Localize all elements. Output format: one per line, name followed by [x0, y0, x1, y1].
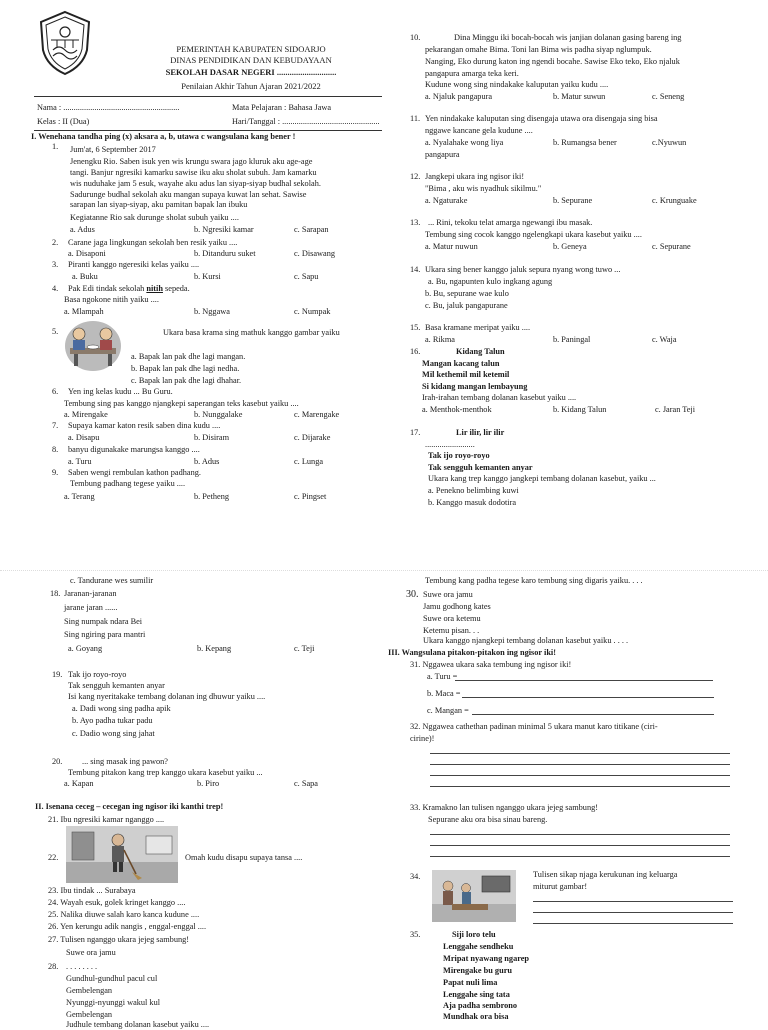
q19-option-c[interactable]: c. Dadio wong sing jahat: [72, 729, 155, 738]
q24: 24. Wayah esuk, golek kringet kanggo ....: [48, 898, 186, 907]
q16-option-b[interactable]: b. Kidang Talun: [553, 405, 607, 414]
q34-answer-line[interactable]: [533, 923, 733, 924]
q34-line: Tulisen sikap njaga kerukunan ing keluarga: [533, 870, 678, 879]
q35-poem-line: Lenggahe sendheku: [443, 942, 514, 951]
q10-passage-line: pangapura amarga teka keri.: [425, 69, 519, 78]
q30-number: 30.: [406, 589, 419, 600]
q35-poem-line: Mundhak ora bisa: [443, 1012, 509, 1021]
q19-number: 19.: [52, 670, 63, 679]
q19-option-b[interactable]: b. Ayo padha tukar padu: [72, 716, 153, 725]
q20-line: ... sing masak ing pawon?: [82, 757, 168, 766]
q12-option-b[interactable]: b. Sepurane: [553, 196, 593, 205]
q3-option-c[interactable]: c. Sapu: [294, 272, 319, 281]
q13-option-c[interactable]: c. Sepurane: [652, 242, 691, 251]
q1-passage-line: wis nuduhake jam 5 esuk, wayahe aku adus lan siyap-siyap budhal sekolah.: [70, 179, 321, 188]
q17-option-b[interactable]: b. Kanggo masuk dodotira: [428, 498, 517, 507]
q28-blank: . . . . . . . .: [66, 962, 98, 971]
family-harmony-illustration: [432, 870, 516, 922]
q18-number: 18.: [50, 589, 61, 598]
q4-option-a[interactable]: a. Mlampah: [64, 307, 104, 316]
q7-option-b[interactable]: b. Disiram: [194, 433, 230, 442]
q4-question: Pak Edi tindak sekolah nitih sepeda.: [68, 284, 190, 293]
q3-option-a[interactable]: a. Buku: [72, 272, 98, 281]
q13-number: 13.: [410, 218, 421, 227]
q16-option-a[interactable]: a. Menthok-menthok: [422, 405, 492, 414]
q10-number: 10.: [410, 33, 421, 42]
q32-answer-line[interactable]: [430, 786, 730, 787]
q10-option-b[interactable]: b. Matur suwun: [553, 92, 606, 101]
q31-a-label: a. Turu =: [427, 672, 458, 681]
q14-option-b[interactable]: b. Bu, sepurane wae kulo: [425, 289, 509, 298]
q17-blank: ........................: [425, 440, 475, 449]
regency-seal-logo: [37, 10, 93, 76]
q2-option-b[interactable]: b. Ditanduru suket: [194, 249, 256, 258]
q16-poem-line: Mangan kacang talun: [422, 359, 500, 368]
q1-passage-line: sarapan lan siyap-siyap, aku pamitan bapak lan ibuku: [70, 200, 248, 209]
q15-option-b[interactable]: b. Paningal: [553, 335, 591, 344]
q13-option-b[interactable]: b. Geneya: [553, 242, 587, 251]
q35-poem-line: Lenggahe sing tata: [443, 990, 510, 999]
q6-option-a[interactable]: a. Mirengake: [64, 410, 108, 419]
q20-option-c[interactable]: c. Sapa: [294, 779, 318, 788]
q18-line: Jaranan-jaranan: [64, 589, 117, 598]
q9-number: 9.: [52, 468, 59, 477]
q5-number: 5.: [52, 327, 59, 336]
q28-question: Judhule tembang dolanan kasebut yaiku ....: [66, 1020, 210, 1029]
header-school: SEKOLAH DASAR NEGERI ............................: [165, 67, 337, 77]
q13-line: Tembung sing cocok kanggo ngelengkapi ukara kasebut yaiku ....: [425, 230, 642, 239]
q8-option-b[interactable]: b. Adus: [194, 457, 220, 466]
q6-question: Yen ing kelas kudu ... Bu Guru.: [68, 387, 173, 396]
q1-option-c[interactable]: c. Sarapan: [294, 225, 329, 234]
q17-number: 17.: [410, 428, 421, 437]
q7-option-a[interactable]: a. Disapu: [68, 433, 100, 442]
q17-poem-line: Tak sengguh kemanten anyar: [428, 463, 533, 472]
q34-line: miturut gambar!: [533, 882, 588, 891]
q9-option-a[interactable]: a. Terang: [64, 492, 95, 501]
q12-option-a[interactable]: a. Ngaturake: [425, 196, 468, 205]
q32-answer-line[interactable]: [430, 753, 730, 754]
q32-line: cirine)!: [410, 734, 435, 743]
q33-sentence: Sepurane aku ora bisa sinau bareng.: [428, 815, 548, 824]
q20-number: 20.: [52, 757, 63, 766]
q5-option-a[interactable]: a. Bapak lan pak dhe lagi mangan.: [131, 352, 246, 361]
q16-question: Irah-irahan tembang dolanan kasebut yaiku ....: [422, 393, 577, 402]
q10-option-c[interactable]: c. Seneng: [652, 92, 685, 101]
q29-question: Tembung kang padha tegese karo tembung sing digaris yaiku. . . .: [425, 576, 643, 585]
class-field: Kelas : II (Dua): [37, 117, 90, 126]
q6-question-2: Tembung sing pas kanggo njangkepi saperangan teks kasebut yaiku ....: [64, 399, 299, 408]
q1-option-a[interactable]: a. Adus: [70, 225, 95, 234]
q8-number: 8.: [52, 445, 59, 454]
q11-option-a[interactable]: a. Nyalahake wong liya: [425, 138, 504, 147]
q10-passage-line: Dina Minggu iki bocah-bocah wis janjian dolanan gasing bareng ing: [454, 33, 682, 42]
q33-answer-line[interactable]: [430, 834, 730, 835]
q33-line: 33. Kramakno lan tulisen nganggo ukara jejeg sambung!: [410, 803, 599, 812]
q10-option-a[interactable]: a. Njaluk pangapura: [425, 92, 493, 101]
q23: 23. Ibu tindak ... Surabaya: [48, 886, 136, 895]
q1-number: 1.: [52, 142, 59, 151]
q16-poem-line: Si kidang mangan lembayung: [422, 382, 528, 391]
q32-line: 32. Nggawea cathethan padinan minimal 5 ukara manut karo titikane (ciri-: [410, 722, 658, 731]
q32-answer-line[interactable]: [430, 775, 730, 776]
q3-number: 3.: [52, 260, 59, 269]
section-1-heading: I. Wenehana tandha ping (x) aksara a, b, utawa c wangsulana kang bener !: [31, 132, 296, 141]
q20-option-a[interactable]: a. Kapan: [64, 779, 94, 788]
q18-option-b[interactable]: b. Kepang: [197, 644, 232, 653]
q19-line: Tak ijo royo-royo: [68, 670, 127, 679]
page-break: [0, 570, 768, 571]
q22-number: 22.: [48, 853, 59, 862]
q28-line: Nyunggi-nyunggi wakul kul: [66, 998, 161, 1007]
q31: 31. Nggawea ukara saka tembung ing ngisor iki!: [410, 660, 572, 669]
q1-passage-line: Sadurunge budhal sekolah aku mangan supaya kuwat lan sehat. Sawise: [70, 190, 307, 199]
q15-option-a[interactable]: a. Rikma: [425, 335, 455, 344]
q12-line: Jangkepi ukara ing ngisor iki!: [425, 172, 525, 181]
q31-c-answer-line[interactable]: [472, 714, 714, 715]
section-3-heading: III. Wangsulana pitakon-pitakon ing ngisor iki!: [388, 648, 557, 657]
q20-line: Tembung pitakon kang trep kanggo ukara kasebut yaiku ...: [68, 768, 263, 777]
q31-b-label: b. Maca =: [427, 689, 461, 698]
q16-number: 16.: [410, 347, 421, 356]
identity-rule: [34, 130, 382, 131]
q35-poem-line: Aja padha sembrono: [443, 1001, 518, 1010]
q9-question: Saben wengi rembulan kathon padhang.: [68, 468, 201, 477]
q31-a-answer-line[interactable]: [455, 680, 713, 681]
q1-passage-line: Jenengku Rio. Saben isuk yen wis krungu swara jago kluruk aku age-age: [70, 157, 313, 166]
q14-line: Ukara sing bener kanggo jaluk sepura nyang wong tuwo ...: [425, 265, 621, 274]
q5-question: Ukara basa krama sing mathuk kanggo gambar yaiku: [163, 328, 340, 337]
date-field: Hari/Tanggal : ...............................................: [232, 117, 380, 126]
q27: 27. Tulisen nganggo ukara jejeg sambung!: [48, 935, 190, 944]
q8-question: banyu digunakake marungsa kanggo ....: [68, 445, 200, 454]
header-government: PEMERINTAH KABUPATEN SIDOARJO: [176, 44, 326, 54]
q14-number: 14.: [410, 265, 421, 274]
q5-option-c[interactable]: c. Bapak lan pak dhe lagi dhahar.: [131, 376, 242, 385]
q18-line: jarane jaran ......: [64, 603, 118, 612]
family-eating-illustration: [64, 320, 122, 372]
q4-option-b[interactable]: b. Nggawa: [194, 307, 230, 316]
q12-number: 12.: [410, 172, 421, 181]
q17-question: Ukara kang trep kanggo jangkepi tembang dolanan kasebut, yaiku ...: [428, 474, 656, 483]
q15-line: Basa kramane meripat yaiku ....: [425, 323, 531, 332]
q1-question: Kegiatanne Rio sak durunge sholat subuh yaiku ....: [70, 213, 239, 222]
header-rule: [34, 96, 382, 97]
q6-option-c[interactable]: c. Marengake: [294, 410, 340, 419]
q17-song-title: Lir ilir, lir ilir: [456, 428, 505, 437]
q1-date: Jum'at, 6 September 2017: [70, 145, 156, 154]
q17-option-c-continued[interactable]: c. Tandurane wes sumilir: [70, 576, 154, 585]
q13-option-a[interactable]: a. Matur nuwun: [425, 242, 478, 251]
q17-option-a[interactable]: a. Penekno belimbing kuwi: [428, 486, 519, 495]
q2-number: 2.: [52, 238, 59, 247]
q33-answer-line[interactable]: [430, 856, 730, 857]
q32-answer-line[interactable]: [430, 764, 730, 765]
q7-question: Supaya kamar katon resik saben dina kudu ....: [68, 421, 221, 430]
q7-number: 7.: [52, 421, 59, 430]
q6-number: 6.: [52, 387, 59, 396]
q9-option-b[interactable]: b. Petheng: [194, 492, 230, 501]
q8-option-c[interactable]: c. Lunga: [294, 457, 324, 466]
q35-number: 35.: [410, 930, 421, 939]
q28-line: Gembelengan: [66, 1010, 113, 1019]
q26: 26. Yen kerungu adik nangis , enggal-enggal ....: [48, 922, 207, 931]
q25: 25. Nalika diuwe salah karo kanca kudune ....: [48, 910, 200, 919]
q31-c-label: c. Mangan =: [427, 706, 469, 715]
q19-line: Tak sengguh kemanten anyar: [68, 681, 165, 690]
q6-option-b[interactable]: b. Nunggalake: [194, 410, 243, 419]
q8-option-a[interactable]: a. Turu: [68, 457, 92, 466]
q16-poem-line: Mil kethemil mil ketemil: [422, 370, 510, 379]
q11-option-b[interactable]: b. Rumangsa bener: [553, 138, 617, 147]
q9-question-2: Tembung padhang tegese yaiku ....: [70, 479, 186, 488]
q2-question: Carane jaga lingkungan sekolah ben resik yaiku ....: [68, 238, 238, 247]
q18-line: Sing ngiring para mantri: [64, 630, 146, 639]
q14-option-a[interactable]: a. Bu, ngapunten kulo ingkang agung: [428, 277, 553, 286]
q28-number: 28.: [48, 962, 59, 971]
q10-passage-line: pekarangan omahe Bima. Toni lan Bima wis padha siyap nglumpuk.: [425, 45, 652, 54]
q12-line: "Bima , aku wis nyadhuk sikilmu.": [425, 184, 542, 193]
q12-option-c[interactable]: c. Krunguake: [652, 196, 697, 205]
q21: 21. Ibu ngresiki kamar nganggo ....: [48, 815, 165, 824]
q30-line: Jamu godhong kates: [423, 602, 491, 611]
q22-text: Omah kudu disapu supaya tansa ....: [185, 853, 303, 862]
q3-option-b[interactable]: b. Kursi: [194, 272, 221, 281]
q33-answer-line[interactable]: [430, 845, 730, 846]
q1-option-b[interactable]: b. Ngresiki kamar: [194, 225, 254, 234]
q34-answer-line[interactable]: [533, 901, 733, 902]
q16-option-c[interactable]: c. Jaran Teji: [655, 405, 696, 414]
header-department: DINAS PENDIDIKAN DAN KEBUDAYAAN: [170, 55, 332, 65]
q10-question: Kudune wong sing nindakake kaluputan yaiku kudu ....: [425, 80, 609, 89]
q28-line: Gundhul-gundhul pacul cul: [66, 974, 158, 983]
q13-line: ... Rini, tekoku telat amarga ngewangi ibu masak.: [428, 218, 593, 227]
q27-sentence: Suwe ora jamu: [66, 948, 116, 957]
q35-poem-line: Mripat nyawang ngarep: [443, 954, 530, 963]
q11-line: Yen nindakake kaluputan sing disengaja utawa ora disengaja sing bisa: [425, 114, 658, 123]
q16-song-title: Kidang Talun: [456, 347, 505, 356]
q11-option-c-continued: pangapura: [425, 150, 460, 159]
child-sweeping-illustration: [66, 826, 178, 883]
q4-question-2: Basa ngokone nitih yaiku ....: [64, 295, 159, 304]
q3-question: Piranti kanggo ngeresiki kelas yaiku ....: [68, 260, 200, 269]
q7-option-c[interactable]: c. Dijarake: [294, 433, 331, 442]
q35-poem-line: Mirengake bu guru: [443, 966, 512, 975]
name-field: Nama : ........................................................: [37, 103, 180, 112]
q19-line: Isi kang nyeritakake tembang dolanan ing dhuwur yaiku ....: [68, 692, 266, 701]
q18-option-c[interactable]: c. Teji: [294, 644, 315, 653]
q10-passage-line: Nanging, Eko durung katon ing ngendi bocahe. Sawise Eko teko, Eko njaluk: [425, 57, 680, 66]
q19-option-a[interactable]: a. Dadi wong sing padha apik: [72, 704, 171, 713]
header-exam: Penilaian Akhir Tahun Ajaran 2021/2022: [181, 81, 321, 91]
q31-b-answer-line[interactable]: [462, 697, 714, 698]
q11-line: nggawe kancane gela kudune ....: [425, 126, 533, 135]
q34-number: 34.: [410, 872, 421, 881]
q4-number: 4.: [52, 284, 59, 293]
q1-passage-line: tangi. Banjur ngresiki kamarku sawise iku aku sholat subuh. Jam kamarku: [70, 168, 317, 177]
q5-option-b[interactable]: b. Bapak lan pak dhe lagi nedha.: [131, 364, 240, 373]
q35-song-title: Siji loro telu: [452, 930, 496, 939]
q2-option-c[interactable]: c. Disawang: [294, 249, 336, 258]
q34-answer-line[interactable]: [533, 912, 733, 913]
q18-line: Sing numpak ndara Bei: [64, 617, 143, 626]
q30-question: Ukara kanggo njangkepi tembang dolanan kasebut yaiku . . . .: [423, 636, 629, 645]
q9-option-c[interactable]: c. Pingset: [294, 492, 327, 501]
q14-option-c[interactable]: c. Bu, jaluk pangapurane: [425, 301, 508, 310]
q30-line: Suwe ora ketemu: [423, 614, 481, 623]
q28-line: Gembelengan: [66, 986, 113, 995]
section-2-heading: II. Isenana ceceg – cecegan ing ngisor iki kanthi trep!: [35, 802, 224, 811]
q2-option-a[interactable]: a. Disaponi: [68, 249, 106, 258]
q15-number: 15.: [410, 323, 421, 332]
q17-poem-line: Tak ijo royo-royo: [428, 451, 490, 460]
q11-number: 11.: [410, 114, 421, 123]
subject-field: Mata Pelajaran : Bahasa Jawa: [232, 103, 332, 112]
q18-option-a[interactable]: a. Goyang: [68, 644, 103, 653]
q15-option-c[interactable]: c. Waja: [652, 335, 677, 344]
q30-line: Ketemu pisan. . .: [423, 626, 480, 635]
q11-option-c[interactable]: c.Nyuwun: [652, 138, 687, 147]
q4-option-c[interactable]: c. Numpak: [294, 307, 331, 316]
q35-poem-line: Papat nuli lima: [443, 978, 498, 987]
q20-option-b[interactable]: b. Piro: [197, 779, 220, 788]
q30-line: Suwe ora jamu: [423, 590, 473, 599]
